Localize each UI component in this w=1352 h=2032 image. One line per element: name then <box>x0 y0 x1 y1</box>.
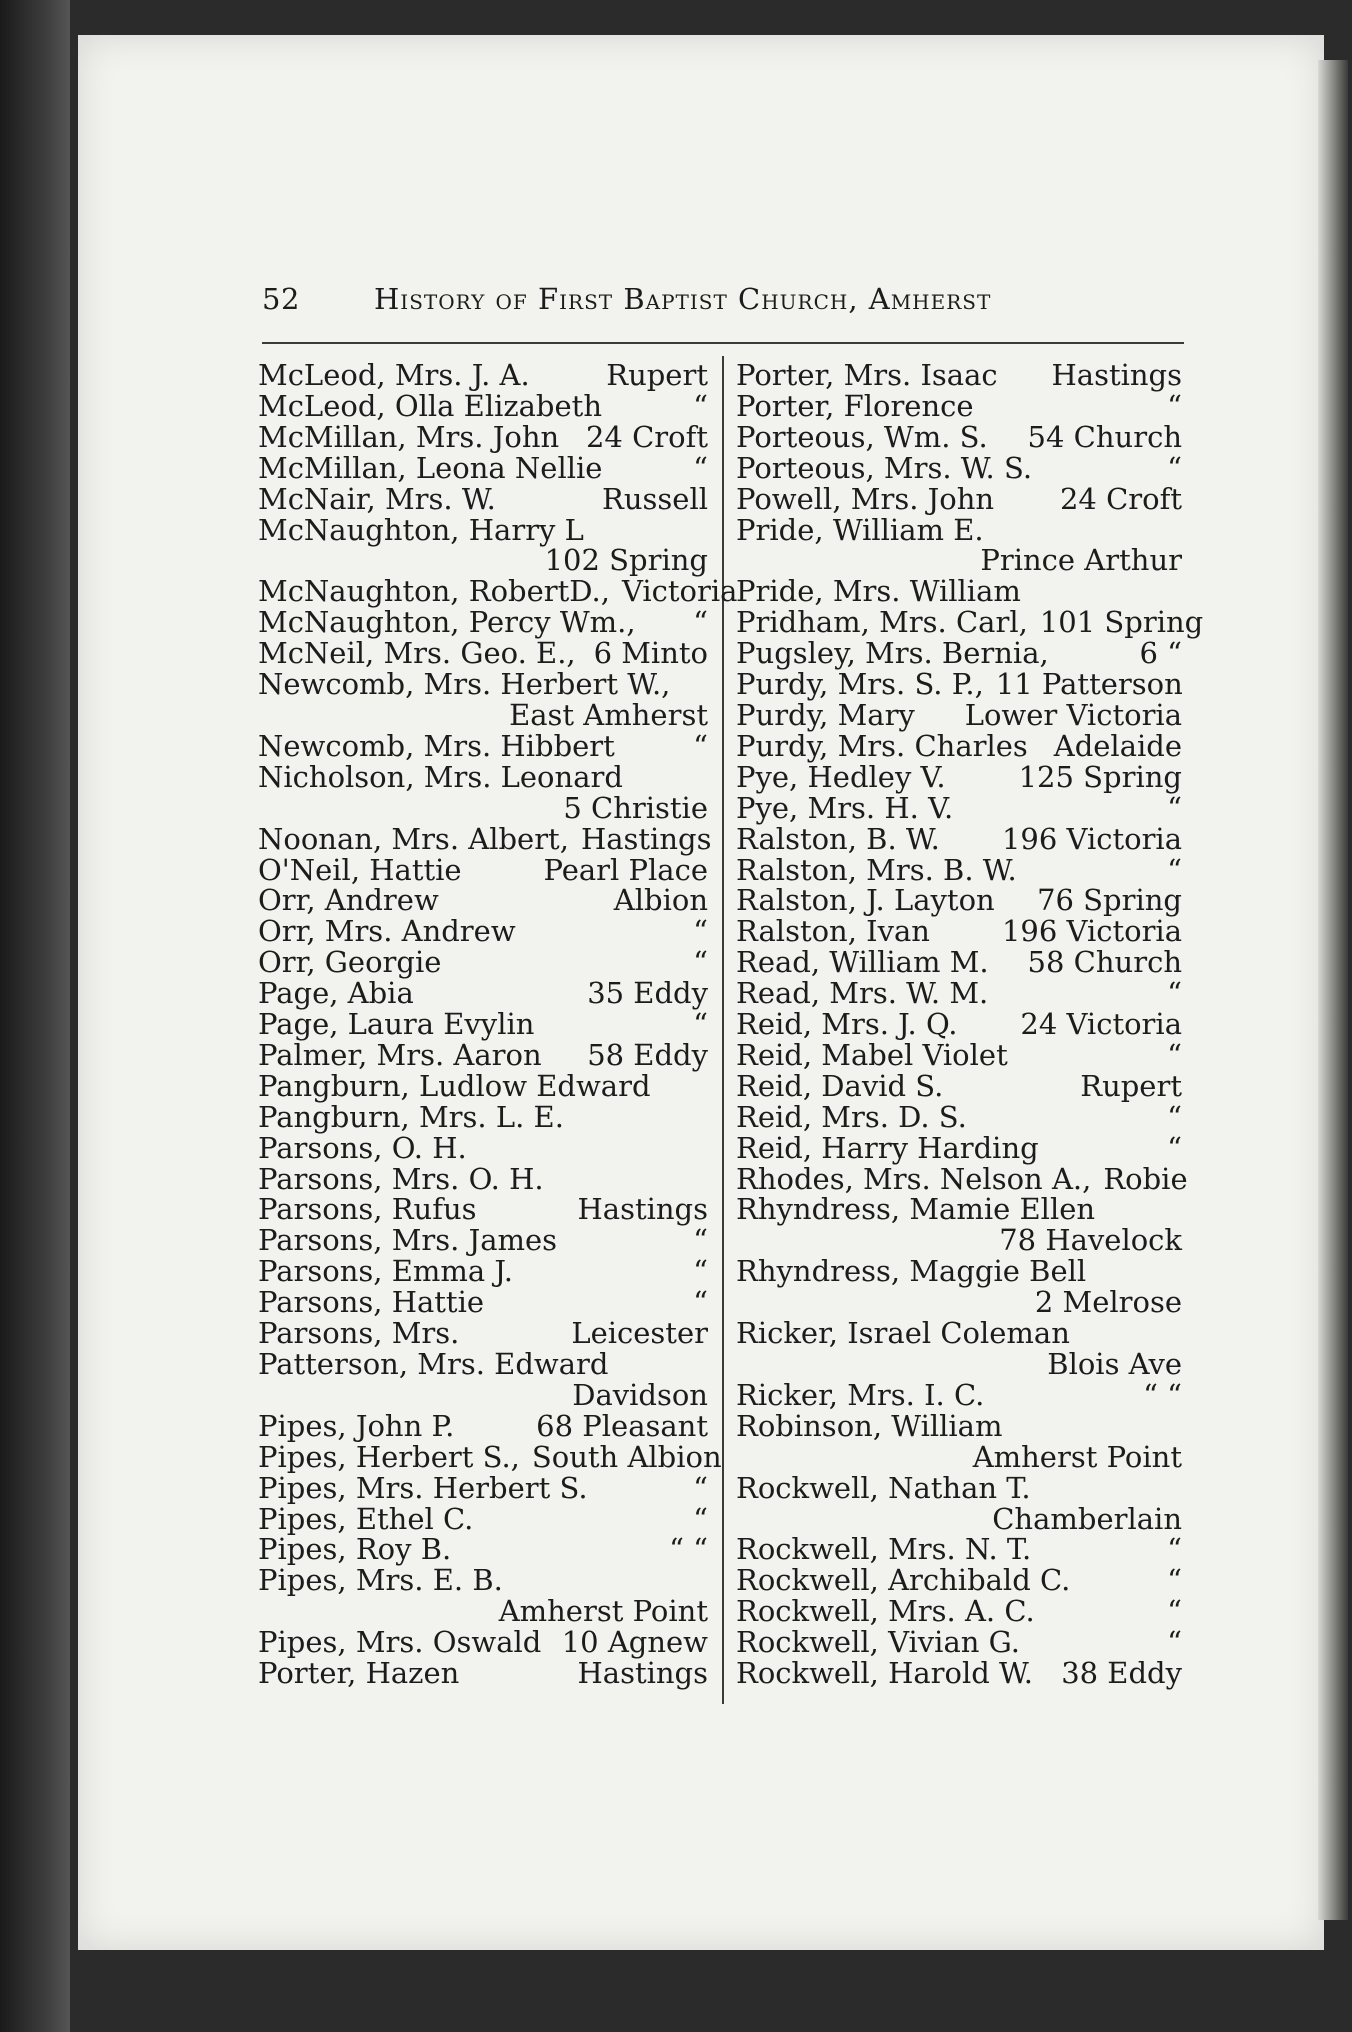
directory-entry <box>258 669 708 700</box>
entry-name: McMillan, Leona Nellie <box>258 450 603 485</box>
entry-name: Rhyndress, Maggie Bell <box>736 1254 1087 1289</box>
entry-address: 101 Spring <box>1039 605 1204 640</box>
entry-name: Pipes, Mrs. Herbert S. <box>258 1470 588 1505</box>
entry-address: 11 Patterson <box>995 667 1183 702</box>
directory-entry <box>736 1658 1182 1689</box>
directory-entry <box>258 1565 708 1596</box>
directory-entry <box>258 885 708 916</box>
directory-entry <box>736 388 1182 423</box>
entry-address: “ <box>1167 1594 1182 1629</box>
entry-address: “ “ <box>1143 1377 1182 1412</box>
entry-address: “ <box>693 914 708 949</box>
entry-address: 196 Victoria <box>1001 821 1182 856</box>
entry-name: McNaughton, RobertD., <box>258 574 610 609</box>
entry-name: Reid, Mabel Violet <box>736 1037 1008 1072</box>
directory-entry <box>736 481 1182 516</box>
directory-entry <box>736 1068 1182 1103</box>
entry-address-continuation <box>258 790 708 825</box>
entry-name: Rockwell, Mrs. N. T. <box>736 1532 1032 1567</box>
directory-entry <box>258 947 708 978</box>
entry-address <box>696 1102 708 1133</box>
directory-entry <box>258 1349 708 1380</box>
entry-address: 2 Melrose <box>1034 1285 1182 1320</box>
entry-name: Porter, Florence <box>736 388 974 423</box>
entry-address <box>1170 1473 1182 1504</box>
entry-address: “ <box>693 1007 708 1042</box>
directory-entry <box>736 821 1182 856</box>
directory-entry <box>736 1130 1182 1165</box>
entry-name: Purdy, Mrs. S. P., <box>736 667 984 702</box>
entry-address: 125 Spring <box>1018 759 1182 794</box>
entry-address <box>696 1565 708 1596</box>
entry-name: Pride, Mrs. William <box>736 574 1021 609</box>
entry-name: Ralston, Ivan <box>736 914 930 949</box>
left-column <box>258 358 738 1691</box>
entry-address: 78 Havelock <box>999 1223 1182 1258</box>
entry-name: Rhodes, Mrs. Nelson A., <box>736 1161 1092 1196</box>
entry-name: Rhyndress, Mamie Ellen <box>736 1192 1096 1227</box>
directory-entry <box>258 512 708 547</box>
entry-address: South Albion <box>531 1439 722 1474</box>
entry-address: Blois Ave <box>1047 1347 1182 1381</box>
directory-entry <box>736 978 1182 1009</box>
entry-address: Davidson <box>572 1377 708 1412</box>
directory-entry <box>258 1408 708 1443</box>
directory-entry <box>258 1627 708 1658</box>
entry-address: “ <box>693 1501 708 1536</box>
entry-address <box>696 669 708 700</box>
entry-name: Robinson, William <box>736 1408 1003 1443</box>
entry-name: Ralston, B. W. <box>736 821 940 856</box>
entry-address: Robie <box>1103 1161 1188 1196</box>
entry-address: “ <box>1167 1563 1182 1598</box>
entry-name: Palmer, Mrs. Aaron <box>258 1037 542 1072</box>
entry-name: Orr, Andrew <box>258 883 439 918</box>
directory-entry <box>736 638 1182 669</box>
entry-address-continuation <box>258 697 708 732</box>
entry-name: Nicholson, Mrs. Leonard <box>258 759 623 794</box>
entry-name: Page, Laura Evylin <box>258 1007 535 1042</box>
entry-name: Pride, William E. <box>736 512 984 547</box>
directory-entry <box>736 669 1182 700</box>
entry-address: East Amherst <box>509 697 708 732</box>
entry-address <box>696 762 708 793</box>
entry-name: Pipes, Mrs. E. B. <box>258 1563 503 1598</box>
directory-entry <box>258 481 708 516</box>
entry-address <box>696 1164 708 1195</box>
directory-entry <box>736 1534 1182 1565</box>
directory-entry <box>258 607 708 638</box>
entry-address: 6 Minto <box>593 636 708 671</box>
entry-name: Purdy, Mrs. Charles <box>736 728 1028 763</box>
running-title: History of First Baptist Church, Amherst <box>374 282 992 316</box>
entry-name: McLeod, Mrs. J. A. <box>258 358 530 392</box>
entry-name: Pipes, Herbert S., <box>258 1439 520 1474</box>
entry-name: Noonan, Mrs. Albert, <box>258 821 569 856</box>
entry-address: “ <box>1167 1099 1182 1134</box>
entry-address: Leicester <box>571 1316 708 1351</box>
entry-name: Patterson, Mrs. Edward <box>258 1347 609 1381</box>
directory-entry <box>258 450 708 485</box>
directory-entry <box>258 1318 708 1349</box>
entry-name: Orr, Georgie <box>258 945 442 980</box>
directory-entry <box>258 1287 708 1318</box>
entry-name: Read, Mrs. W. M. <box>736 976 989 1011</box>
entry-address: Hastings <box>577 1656 708 1691</box>
page-edge <box>1318 60 1348 1920</box>
entry-address <box>696 515 708 546</box>
entry-address-continuation <box>736 1501 1182 1536</box>
entry-name: Orr, Mrs. Andrew <box>258 914 516 949</box>
entry-name: Rockwell, Nathan T. <box>736 1470 1031 1505</box>
directory-entry <box>736 1565 1182 1596</box>
entry-address: Rupert <box>606 358 708 392</box>
entry-address: 24 Victoria <box>1020 1007 1182 1042</box>
entry-address: 102 Spring <box>544 543 708 578</box>
entry-address-continuation <box>736 545 1182 576</box>
directory-entry <box>258 1470 708 1505</box>
entry-name: Rockwell, Archibald C. <box>736 1563 1071 1598</box>
page-header <box>262 282 1182 330</box>
entry-address <box>696 1071 708 1102</box>
entry-address: “ <box>693 1470 708 1505</box>
entry-name: McLeod, Olla Elizabeth <box>258 388 602 423</box>
entry-address: “ <box>1167 388 1182 423</box>
directory-entry <box>736 947 1182 978</box>
entry-name: Reid, Harry Harding <box>736 1130 1039 1165</box>
entry-address: 24 Croft <box>1059 481 1182 516</box>
entry-name: Reid, David S. <box>736 1068 944 1103</box>
entry-address: 35 Eddy <box>587 976 708 1011</box>
entry-address: Amherst Point <box>972 1439 1182 1474</box>
directory-entry <box>258 1534 708 1565</box>
entry-address: “ <box>693 1285 708 1320</box>
entry-address: 10 Agnew <box>561 1625 708 1660</box>
directory-entry <box>736 697 1182 732</box>
directory-entry <box>258 360 708 391</box>
header-rule <box>262 342 1184 344</box>
entry-address: “ <box>1167 976 1182 1011</box>
entry-name: Porter, Mrs. Isaac <box>736 358 998 392</box>
entry-name: Parsons, Hattie <box>258 1285 485 1320</box>
entry-name: Porter, Hazen <box>258 1656 460 1691</box>
directory-entry <box>258 1161 708 1196</box>
entry-name: Parsons, Mrs. James <box>258 1223 558 1258</box>
entry-name: O'Neil, Hattie <box>258 852 462 887</box>
entry-address-continuation <box>736 1349 1182 1380</box>
entry-address: “ <box>1167 1532 1182 1567</box>
directory-entry <box>736 1627 1182 1658</box>
directory-entry <box>258 574 738 609</box>
directory-entry <box>736 419 1182 454</box>
entry-name: Newcomb, Mrs. Herbert W., <box>258 667 671 702</box>
entry-name: Rockwell, Vivian G. <box>736 1625 1020 1660</box>
directory-entry <box>736 885 1182 916</box>
entry-address <box>696 1349 708 1380</box>
directory-entry <box>736 1009 1182 1040</box>
directory-entry <box>736 1470 1182 1505</box>
directory-entry <box>258 821 712 856</box>
entry-address: Hastings <box>580 821 712 856</box>
entry-address: “ <box>693 1254 708 1289</box>
entry-address: “ <box>693 1223 708 1258</box>
entry-address <box>1170 1256 1182 1287</box>
entry-address-continuation <box>258 1377 708 1412</box>
entry-address-continuation <box>258 1596 708 1627</box>
entry-name: McNaughton, Percy Wm., <box>258 605 636 640</box>
entry-name: Pipes, Roy B. <box>258 1532 452 1567</box>
column-divider <box>722 356 724 1704</box>
entry-address: Victoria <box>621 574 738 609</box>
entry-name: Reid, Mrs. D. S. <box>736 1099 967 1134</box>
entry-name: Powell, Mrs. John <box>736 481 995 516</box>
entry-name: Purdy, Mary <box>736 697 915 732</box>
entry-address-continuation <box>736 1439 1182 1474</box>
directory-entry <box>258 638 708 669</box>
entry-name: Newcomb, Mrs. Hibbert <box>258 728 615 763</box>
entry-address <box>1170 1411 1182 1442</box>
entry-name: Reid, Mrs. J. Q. <box>736 1007 958 1042</box>
entry-name: Pridham, Mrs. Carl, <box>736 605 1028 640</box>
directory-entry <box>736 728 1182 763</box>
directory-entry <box>736 360 1182 391</box>
entry-name: Porteous, Mrs. W. S. <box>736 450 1033 485</box>
right-column <box>736 358 1204 1691</box>
directory-entry <box>736 1099 1182 1134</box>
entry-address: “ <box>693 388 708 423</box>
directory-entry <box>736 1377 1182 1412</box>
directory-entry <box>258 1037 708 1072</box>
entry-address: 54 Church <box>1027 419 1182 454</box>
directory-entry <box>736 1408 1182 1443</box>
entry-address: 5 Christie <box>563 790 708 825</box>
directory-entry <box>736 605 1204 640</box>
entry-name: Parsons, Emma J. <box>258 1254 513 1289</box>
entry-address <box>1170 515 1182 546</box>
directory-entry <box>258 916 708 947</box>
directory-entry <box>258 1256 708 1287</box>
directory-entry <box>258 759 708 794</box>
entry-name: Pye, Hedley V. <box>736 759 946 794</box>
directory-entry <box>258 978 708 1009</box>
entry-address: 24 Croft <box>585 419 708 454</box>
entry-address: Rupert <box>1080 1068 1182 1103</box>
entry-address: 68 Pleasant <box>536 1408 708 1443</box>
entry-name: Pipes, John P. <box>258 1408 455 1443</box>
entry-name: Pipes, Ethel C. <box>258 1501 474 1536</box>
entry-address: Albion <box>613 883 708 918</box>
entry-address: “ <box>693 945 708 980</box>
directory-entry <box>258 1009 708 1040</box>
entry-name: Pye, Mrs. H. V. <box>736 790 954 825</box>
entry-address: 196 Victoria <box>1001 914 1182 949</box>
directory-entry <box>258 1658 708 1689</box>
entry-name: Pangburn, Mrs. L. E. <box>258 1099 564 1134</box>
entry-address: Amherst Point <box>498 1594 708 1629</box>
entry-address: Russell <box>602 481 708 516</box>
entry-address: 58 Eddy <box>587 1037 708 1072</box>
directory-entry <box>258 1194 708 1225</box>
entry-address: 58 Church <box>1027 945 1182 980</box>
entry-address: “ <box>1167 1037 1182 1072</box>
entry-address: “ <box>693 728 708 763</box>
entry-name: Rockwell, Mrs. A. C. <box>736 1594 1035 1629</box>
entry-address: Hastings <box>577 1192 708 1227</box>
entry-address: “ “ <box>669 1532 708 1567</box>
entry-name: McNaughton, Harry L <box>258 512 584 547</box>
entry-name: Porteous, Wm. S. <box>736 419 988 454</box>
entry-name: Pipes, Mrs. Oswald <box>258 1625 542 1660</box>
entry-address: Hastings <box>1051 358 1182 392</box>
directory-entry <box>736 852 1182 887</box>
directory-entry <box>258 1439 722 1474</box>
entry-address: 76 Spring <box>1037 883 1182 918</box>
directory-entry <box>258 1099 708 1134</box>
directory-entry <box>736 512 1182 547</box>
entry-address: Pearl Place <box>543 852 708 887</box>
directory-entry <box>736 759 1182 794</box>
entry-name: Parsons, Rufus <box>258 1192 477 1227</box>
directory-entry <box>258 1501 708 1536</box>
entry-name: Read, William M. <box>736 945 989 980</box>
entry-address-continuation <box>736 1287 1182 1318</box>
entry-name: Page, Abia <box>258 976 414 1011</box>
directory-entry <box>736 1037 1182 1072</box>
book-spine-shadow <box>0 0 70 2032</box>
entry-address: Prince Arthur <box>980 543 1182 578</box>
entry-address: Chamberlain <box>992 1501 1182 1536</box>
entry-name: Rockwell, Harold W. <box>736 1656 1033 1691</box>
directory-entry <box>258 852 708 887</box>
entry-name: Parsons, Mrs. O. H. <box>258 1161 544 1196</box>
entry-address <box>1170 576 1182 607</box>
directory-entry <box>736 576 1182 607</box>
entry-name: Parsons, O. H. <box>258 1130 467 1165</box>
entry-address: 38 Eddy <box>1061 1656 1182 1691</box>
directory-entry <box>258 728 708 763</box>
entry-name: Pangburn, Ludlow Edward <box>258 1068 651 1103</box>
entry-name: Ricker, Mrs. I. C. <box>736 1377 985 1412</box>
entry-address <box>696 1133 708 1164</box>
directory-entry <box>258 388 708 423</box>
entry-address-continuation <box>736 1225 1182 1256</box>
directory-entry <box>736 1318 1182 1349</box>
entry-address: “ <box>1167 450 1182 485</box>
entry-name: McMillan, Mrs. John <box>258 419 560 454</box>
directory-entry <box>258 1130 708 1165</box>
directory-entry <box>258 1225 708 1256</box>
entry-address <box>1170 1318 1182 1349</box>
entry-address: Adelaide <box>1053 728 1182 763</box>
page-number: 52 <box>262 282 300 316</box>
entry-address: “ <box>1167 852 1182 887</box>
entry-address: “ <box>1167 1130 1182 1165</box>
directory-entry <box>736 1194 1182 1225</box>
directory-entry <box>736 916 1182 947</box>
directory-entry <box>258 1068 708 1103</box>
directory-entry <box>736 790 1182 825</box>
directory-entry <box>736 1256 1182 1287</box>
entry-address-continuation <box>258 545 708 576</box>
entry-address: 6 “ <box>1139 636 1182 671</box>
entry-name: Ralston, J. Layton <box>736 883 995 918</box>
entry-name: Ralston, Mrs. B. W. <box>736 852 1017 887</box>
directory-entry <box>736 1596 1182 1627</box>
entry-name: Parsons, Mrs. <box>258 1316 460 1351</box>
entry-name: McNeil, Mrs. Geo. E., <box>258 636 576 671</box>
entry-address: Lower Victoria <box>964 697 1182 732</box>
entry-name: Pugsley, Mrs. Bernia, <box>736 636 1049 671</box>
entry-address: “ <box>1167 1625 1182 1660</box>
entry-address: “ <box>693 605 708 640</box>
entry-name: Ricker, Israel Coleman <box>736 1316 1070 1351</box>
entry-address: “ <box>1167 790 1182 825</box>
directory-entry <box>258 419 708 454</box>
directory-entry <box>736 450 1182 485</box>
entry-address <box>1170 1194 1182 1225</box>
entry-address: “ <box>693 450 708 485</box>
directory-entry <box>736 1161 1188 1196</box>
entry-name: McNair, Mrs. W. <box>258 481 496 516</box>
